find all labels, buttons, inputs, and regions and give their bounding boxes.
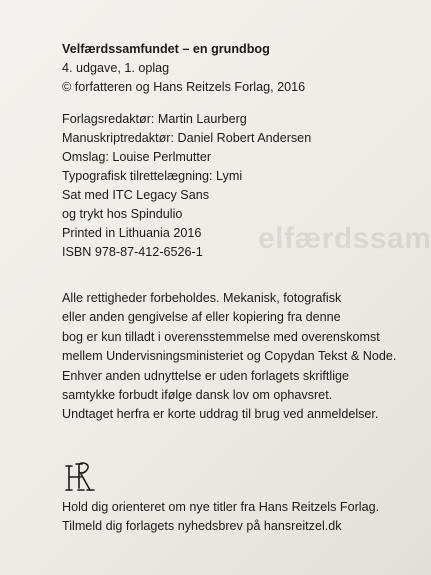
hr-publisher-monogram-icon: [64, 460, 104, 494]
footer-info: [62, 498, 379, 536]
copyright-line: © forfatteren og Hans Reitzels Forlag, 2016: [62, 80, 306, 94]
credit-line: Sat med ITC Legacy Sans: [62, 188, 209, 202]
rights-line: bog er kun tilladt i overensstemmelse med overenskomst: [62, 329, 380, 344]
isbn-line: ISBN 978-87-412-6526-1: [62, 245, 203, 259]
credit-line: Printed in Lithuania 2016: [62, 226, 202, 240]
footer-line: Hold dig orienteret om nye titler fra Hans Reitzels Forlag.: [62, 500, 380, 514]
rights-line: Alle rettigheder forbeholdes. Mekanisk, fotografisk: [62, 291, 342, 305]
credit-line: og trykt hos Spindulio: [62, 207, 183, 221]
credit-line: Typografisk tilrettelægning: Lymi: [62, 169, 243, 183]
rights-line: Undtaget herfra er korte uddrag til brug ved anmeldelser.: [62, 407, 379, 422]
credit-line: Omslag: Louise Perlmutter: [62, 150, 212, 164]
rights-line: samtykke forbudt ifølge dansk lov om ophavsret.: [62, 388, 333, 403]
rights-statement: [62, 289, 396, 425]
show-through-text: elfærdssam: [258, 222, 431, 255]
edition-line: 4. udgave, 1. oplag: [62, 61, 170, 75]
credits-block: [62, 110, 311, 262]
rights-line: Enhver anden udnyttelse er uden forlagets skriftlige: [62, 368, 350, 383]
book-title: Velfærdssamfundet – en grundbog: [62, 42, 270, 56]
rights-line: eller anden gengivelse af eller kopiering fra denne: [62, 310, 341, 325]
credit-line: Forlagsredaktør: Martin Laurberg: [62, 112, 247, 126]
credit-line: Manuskriptredaktør: Daniel Robert Andersen: [62, 131, 312, 145]
book-info: [62, 40, 305, 97]
rights-line: mellem Undervisningsministeriet og Copydan Tekst & Node.: [62, 349, 397, 364]
newsletter-line: Tilmeld dig forlagets nyhedsbrev på hansreitzel.dk: [62, 519, 342, 533]
